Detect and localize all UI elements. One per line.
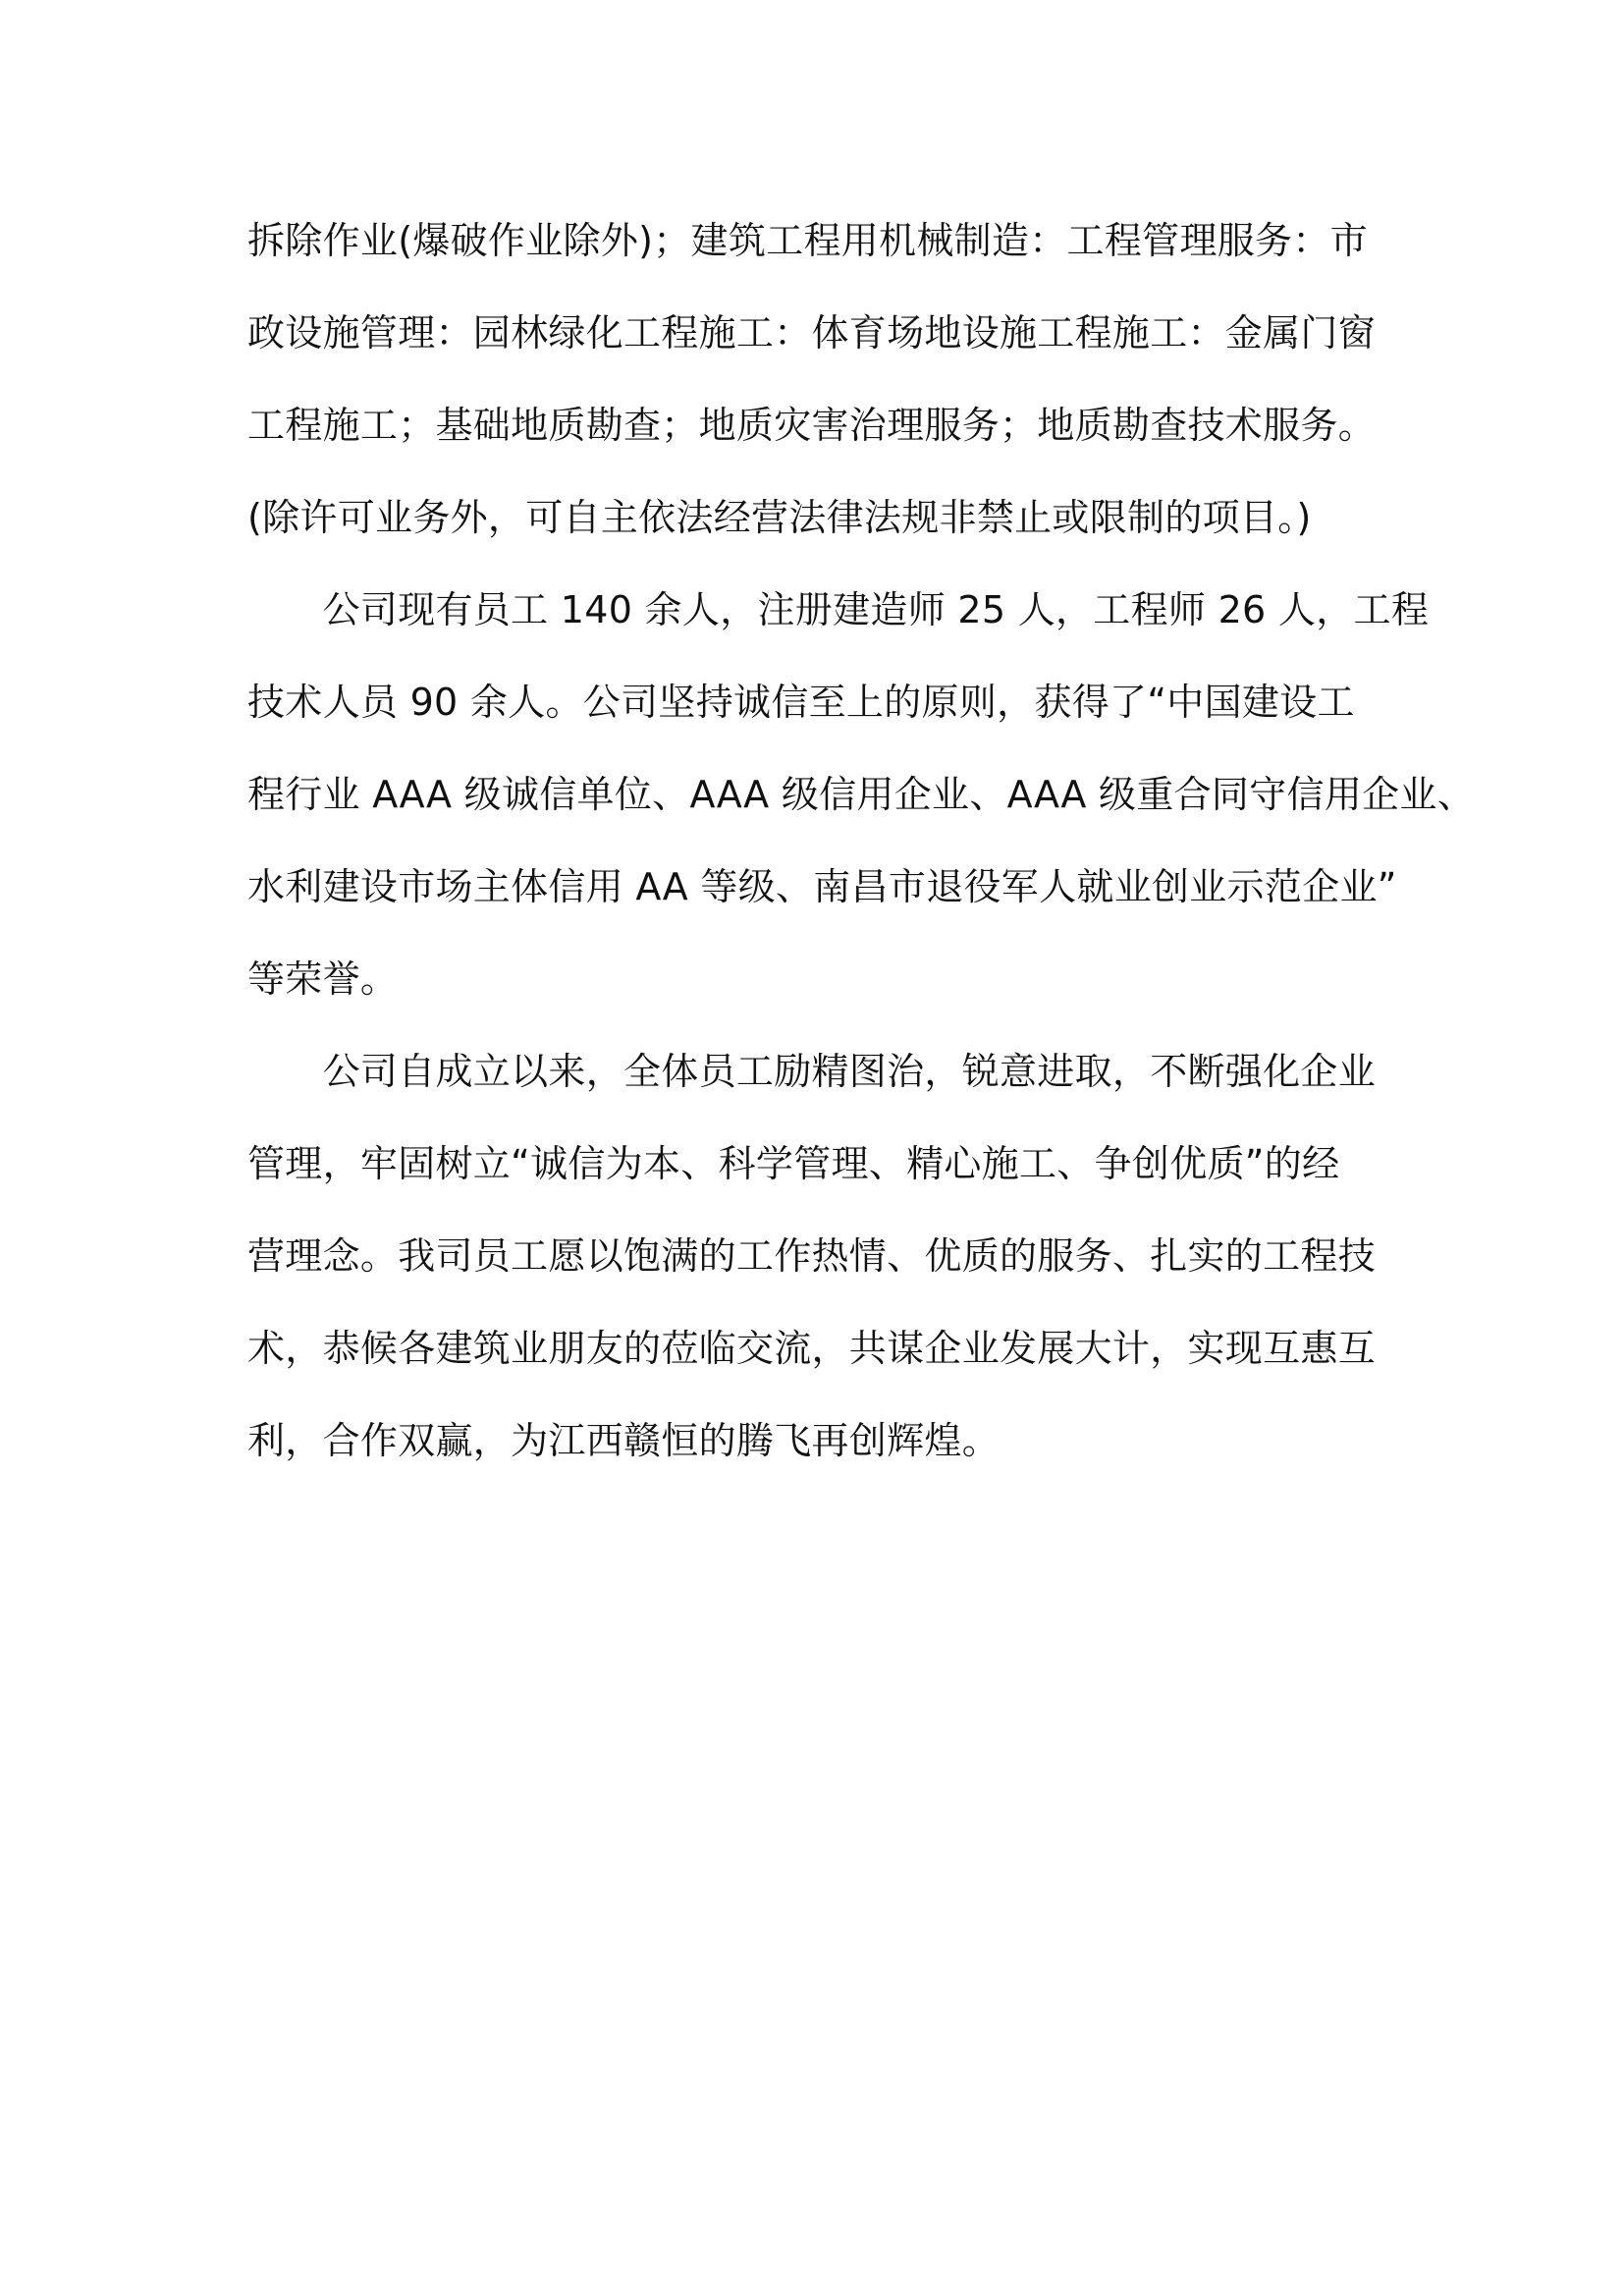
document-page bbox=[247, 206, 1476, 1514]
paragraph-staff-honors bbox=[247, 588, 1476, 1001]
text-line: 工程施工；基础地质勘查；地质灾害治理服务；地质勘查技术服务。 bbox=[247, 404, 1377, 447]
text-line: 技术人员 90 余人。公司坚持诚信至上的原则，获得了“中国建设工 bbox=[247, 681, 1355, 724]
text-line: 等荣誉。 bbox=[247, 957, 399, 1001]
text-line: 程行业 AAA 级诚信单位、AAA 级信用企业、AAA 级重合同守信用企业、 bbox=[247, 773, 1476, 816]
text-line: 水利建设市场主体信用 AA 等级、南昌市退役军人就业创业示范企业” bbox=[247, 865, 1397, 908]
text-line: (除许可业务外，可自主依法经营法律法规非禁止或限制的项目。) bbox=[247, 496, 1312, 539]
paragraph-philosophy bbox=[247, 1050, 1386, 1462]
text-line: 公司自成立以来，全体员工励精图治，锐意进取，不断强化企业 bbox=[247, 1050, 1377, 1093]
text-line: 政设施管理：园林绿化工程施工：体育场地设施工程施工：金属门窗 bbox=[247, 311, 1377, 355]
text-line: 利，合作双赢，为江西赣恒的腾飞再创辉煌。 bbox=[247, 1419, 1001, 1462]
text-line: 术，恭候各建筑业朋友的莅临交流，共谋企业发展大计，实现互惠互 bbox=[247, 1327, 1377, 1370]
text-line: 公司现有员工 140 余人，注册建造师 25 人，工程师 26 人，工程 bbox=[247, 588, 1430, 631]
text-line: 管理，牢固树立“诚信为本、科学管理、精心施工、争创优质”的经 bbox=[247, 1142, 1340, 1185]
text-line: 拆除作业(爆破作业除外)；建筑工程用机械制造：工程管理服务：市 bbox=[247, 219, 1368, 262]
text-line: 营理念。我司员工愿以饱满的工作热情、优质的服务、扎实的工程技 bbox=[247, 1234, 1377, 1278]
paragraph-business-scope bbox=[247, 219, 1386, 539]
